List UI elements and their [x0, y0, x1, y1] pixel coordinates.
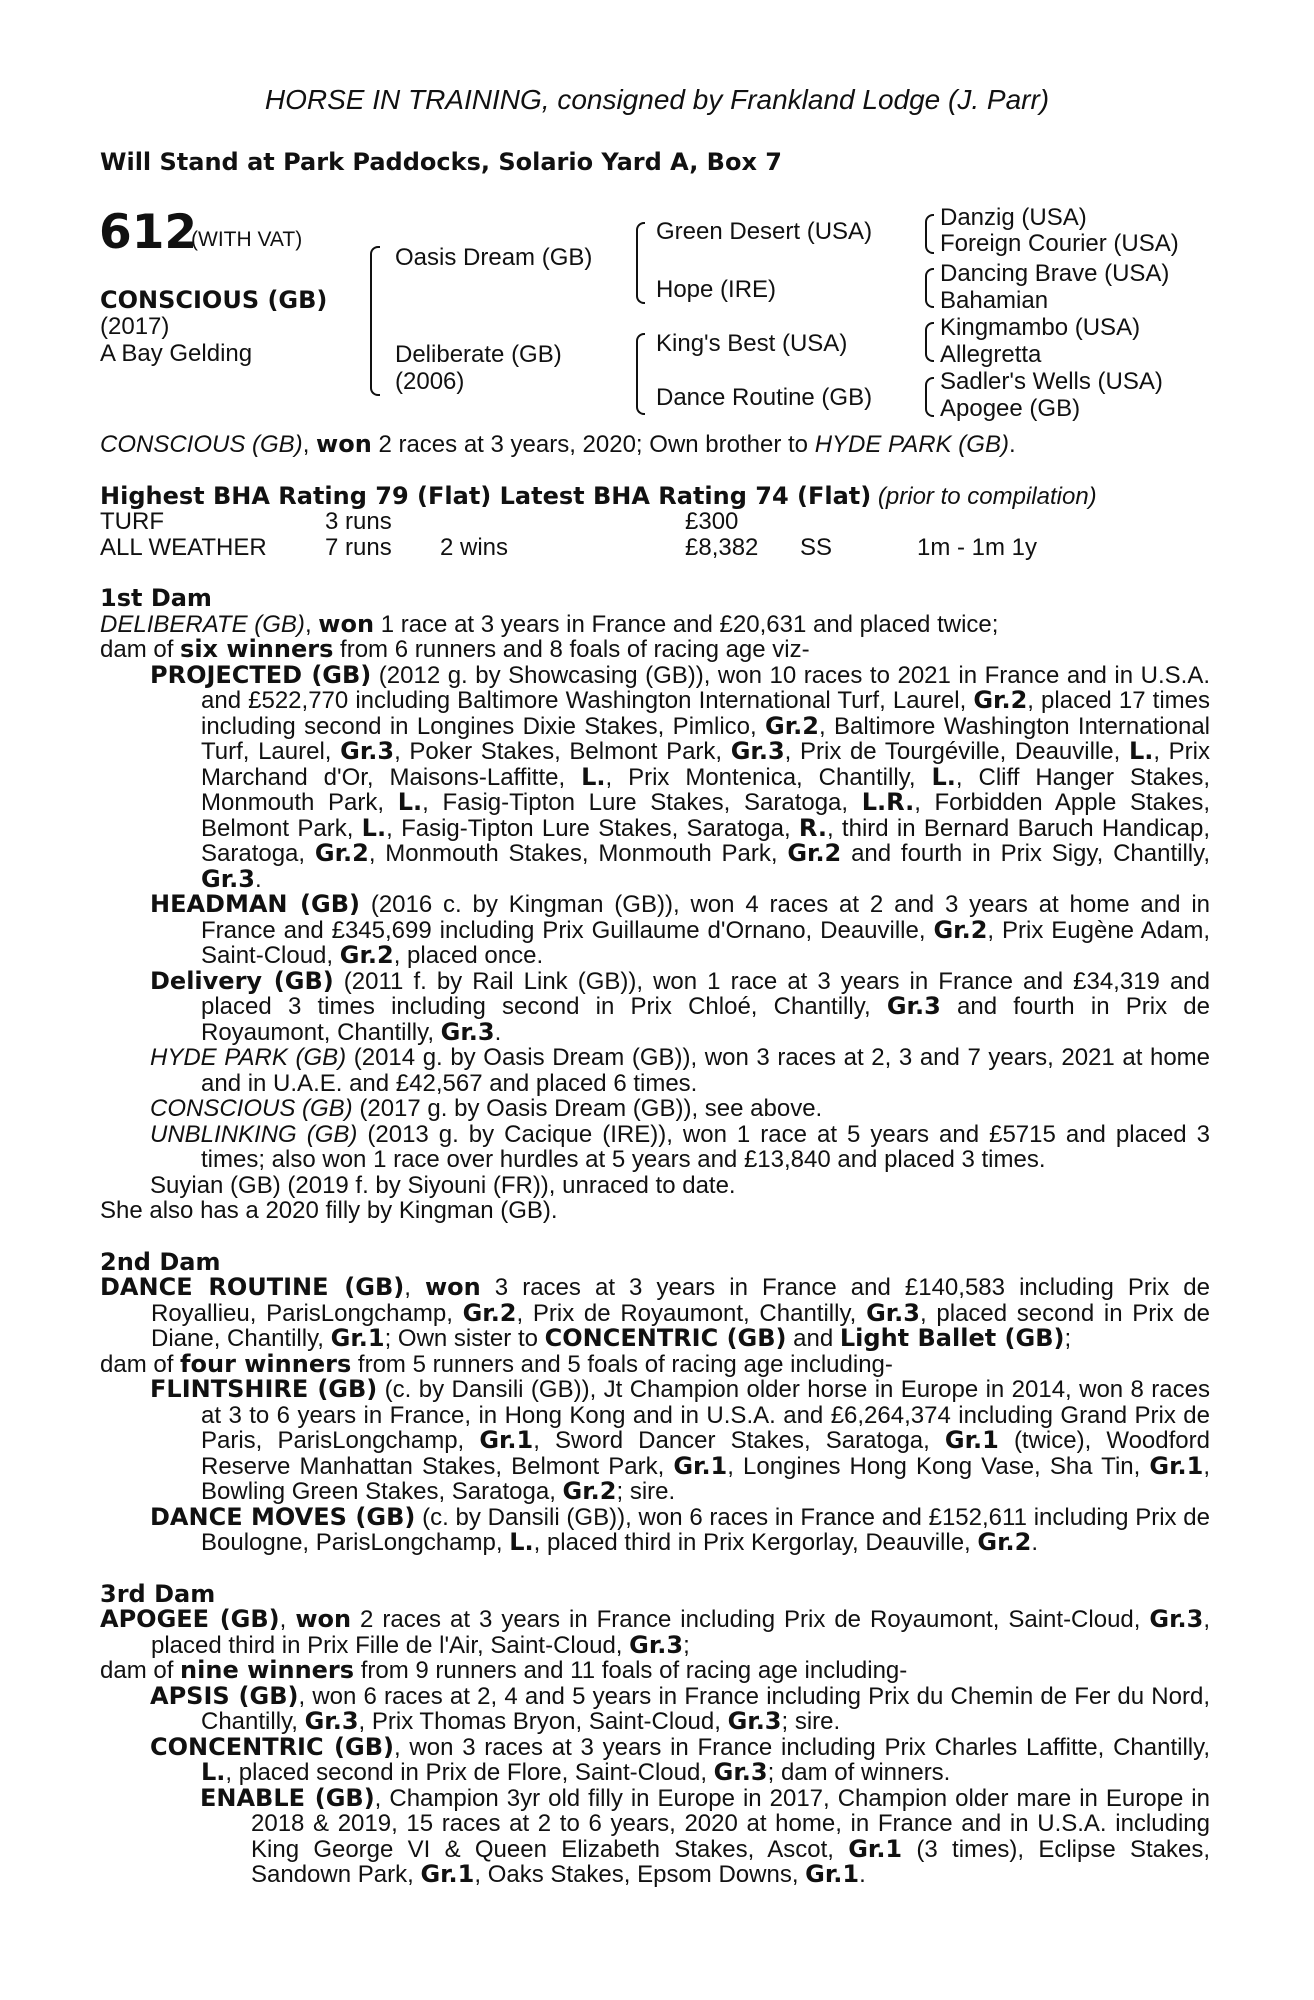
produce-entry: [100, 1783, 1211, 1888]
produce-entry: [100, 660, 1211, 893]
text: , Prix Marchand d'Or, Maisons-Laffitte,: [201, 738, 1211, 791]
text: from 5 runners and 5 foals of racing age including-: [351, 1350, 893, 1378]
wins: 2 wins: [440, 533, 509, 561]
pedigree-brace: [925, 214, 934, 254]
text: , Monmouth Stakes, Monmouth Park,: [368, 840, 788, 867]
winners-count: six winners: [180, 635, 334, 663]
winners-count: nine winners: [180, 1656, 355, 1684]
first-dam-produce-intro: [100, 637, 1210, 663]
grade: Gr.3: [340, 737, 395, 765]
produce-entry: [100, 1122, 1210, 1173]
text: (2013 g. by Cacique (IRE)), won 1 race at 5 years and £5715 and placed 3 times; also won 1 race over hurdles at 5 years and £13,840 and placed 3 times.: [201, 1120, 1210, 1173]
vat-label: (WITH VAT): [191, 228, 303, 251]
third-dam-record: APOGEE (GB), won 2 races at 3 years in France including Prix de Royaumont, Saint-Cloud, Gr.3, placed third in Prix Fille de l'Air, Saint-Cloud, Gr.3;: [100, 1605, 1211, 1659]
grade: R.: [798, 813, 827, 842]
pedigree-brace: [925, 377, 934, 417]
dam-name: APOGEE (GB): [100, 1605, 280, 1633]
text: (c. by Dansili (GB)), won 6 races in France and £152,611 including Prix de Boulogne, ParisLongchamp,: [201, 1503, 1211, 1556]
pedigree-brace: [636, 333, 645, 415]
text: .: [254, 865, 262, 893]
text: dam of: [100, 636, 181, 663]
grade: L.: [931, 762, 956, 791]
pedigree-brace: [925, 322, 934, 362]
ggp-4: Bahamian: [940, 287, 1049, 314]
rating-line: [100, 481, 1210, 510]
ggp-5: Kingmambo (USA): [940, 314, 1141, 341]
grade: L.: [397, 788, 423, 816]
surface: ALL WEATHER: [100, 533, 267, 561]
horse-name: CONSCIOUS (GB): [100, 286, 328, 314]
produce-name: PROJECTED (GB): [150, 660, 372, 689]
table-row: [100, 535, 1037, 561]
ggp-2: Foreign Courier (USA): [940, 230, 1179, 257]
grade: Gr.3: [201, 864, 255, 893]
text: from 6 runners and 8 foals of racing age viz-: [333, 636, 810, 663]
produce-name: DANCE MOVES (GB): [150, 1502, 416, 1531]
horse-year: (2017): [100, 313, 170, 340]
text: , won 6 races at 2, 4 and 5 years in France including Prix du Chemin de Fer du Nord, Chantilly,: [201, 1682, 1210, 1735]
grade: Gr.3: [866, 1298, 920, 1327]
sibling-name: Light Ballet (GB): [839, 1324, 1065, 1352]
grade: Gr.1: [673, 1451, 728, 1480]
second-dam-record: DANCE ROUTINE (GB), won 3 races at 3 years in France and £140,583 including Prix de Royallieu, ParisLongchamp, Gr.2, Prix de Royaumont, Chantilly, Gr.3, placed second in Prix de Diane, Chantilly, Gr.1; Own sister to CONCENTRIC (GB) and Light Ballet (GB);: [100, 1273, 1211, 1352]
won-label: won: [316, 430, 372, 458]
text: , placed third in Prix Fille de l'Air, Saint-Cloud,: [151, 1606, 1211, 1659]
ggp-6: Allegretta: [940, 341, 1042, 368]
grade: Gr.3: [727, 1707, 782, 1735]
text: , Prix de Royaumont, Chantilly,: [516, 1299, 867, 1327]
grade: Gr.3: [629, 1630, 684, 1659]
grade: Gr.3: [886, 992, 941, 1020]
grade: Gr.2: [973, 686, 1028, 714]
text: , Prix de Tourgéville, Deauville,: [784, 738, 1129, 765]
text: , Poker Stakes, Belmont Park,: [394, 738, 731, 765]
wins: [440, 509, 685, 535]
race-summary: CONSCIOUS (GB), won 2 races at 3 years, 2020; Own brother to HYDE PARK (GB).: [100, 430, 1016, 458]
grade: Gr.2: [765, 711, 819, 740]
horse-description: A Bay Gelding: [100, 340, 253, 367]
text: ; sire.: [616, 1478, 676, 1505]
text: , placed 17 times including second in Longines Dixie Stakes, Pimlico,: [201, 687, 1210, 740]
text: ; Own sister to: [384, 1325, 545, 1352]
grade: L.: [201, 1758, 226, 1786]
text: (c. by Dansili (GB)), Jt Champion older horse in Europe in 2014, won 8 races at 3 to 6 years in France, in Hong Kong and in U.S.A. and £6,264,374 including Grand Prix de Paris, ParisLongchamp,: [201, 1376, 1210, 1454]
grade: Gr.3: [1149, 1605, 1204, 1633]
distance: 1m - 1m 1y: [917, 533, 1038, 561]
text: (twice), Woodford Reserve Manhattan Stakes, Belmont Park,: [201, 1427, 1210, 1480]
dam-sire: King's Best (USA): [656, 330, 848, 357]
third-dam-produce-intro: [100, 1658, 1210, 1684]
text: and fourth in Prix Sigy, Chantilly,: [841, 840, 1210, 867]
sire-dam: Hope (IRE): [656, 276, 777, 303]
text: , Baltimore Washington International Turf, Laurel,: [201, 712, 1210, 765]
first-dam-record: DELIBERATE (GB), won 1 race at 3 years in France and £20,631 and placed twice;: [100, 609, 999, 638]
grade: Gr.3: [304, 1707, 359, 1735]
dam-name: DELIBERATE (GB): [100, 610, 305, 638]
stand-location: Will Stand at Park Paddocks, Solario Yard A, Box 7: [100, 148, 782, 176]
grade: Gr.3: [713, 1758, 768, 1786]
dam-name: DANCE ROUTINE (GB): [100, 1273, 405, 1301]
ggp-3: Dancing Brave (USA): [940, 260, 1170, 287]
grade: Gr.2: [787, 839, 842, 867]
second-dam-heading: 2nd Dam: [100, 1247, 221, 1276]
produce-name: UNBLINKING (GB): [150, 1120, 358, 1148]
text: (2016 c. by Kingman (GB)), won 4 races at 2 and 3 years at home and in France and £345,699 including Prix Guillaume d'Ornano, Deauville,: [201, 891, 1210, 944]
won-label: won: [318, 609, 375, 638]
sire-sire: Green Desert (USA): [656, 218, 873, 245]
text: (2014 g. by Oasis Dream (GB)), won 3 races at 2, 3 and 7 years, 2021 at home and in U.A.E. and £42,567 and placed 6 times.: [201, 1044, 1211, 1097]
earnings: £300: [685, 508, 739, 535]
text: 2 races at 3 years in France including Prix de Royaumont, Saint-Cloud,: [351, 1606, 1150, 1633]
grade: Gr.1: [420, 1860, 475, 1888]
text: , Prix Eugène Adam, Saint-Cloud,: [201, 916, 1210, 969]
pedigree-brace: [925, 268, 934, 308]
text: , Fasig-Tipton Lure Stakes, Saratoga,: [386, 814, 799, 842]
text: .: [494, 1018, 502, 1046]
text: ;: [1064, 1325, 1072, 1352]
dam: Deliberate (GB): [395, 341, 562, 368]
text: (2017 g. by Oasis Dream (GB)), see above.: [352, 1095, 823, 1122]
produce-entry: [100, 892, 1210, 969]
summary-name: CONSCIOUS (GB): [100, 431, 303, 458]
text: , third in Bernard Baruch Handicap, Saratoga,: [201, 814, 1210, 867]
text: from 9 runners and 11 foals of racing age including-: [354, 1657, 908, 1684]
dam-text: 1 race at 3 years in France and £20,631 and placed twice;: [374, 610, 999, 638]
grade: L.: [361, 813, 387, 842]
text: , placed second in Prix de Diane, Chantilly,: [151, 1299, 1211, 1352]
catalogue-body: [100, 432, 1210, 1888]
rating-note: (prior to compilation): [877, 482, 1097, 510]
text: and fourth in Prix de Royaumont, Chantilly,: [201, 993, 1211, 1046]
grade: L.R.: [861, 788, 915, 816]
text: ;: [683, 1631, 690, 1659]
second-dam-produce-intro: [100, 1349, 1210, 1378]
produce-entry: [100, 1377, 1210, 1505]
lot-number: 612: [99, 205, 198, 260]
produce-name: APSIS (GB): [150, 1681, 299, 1710]
earnings: £8,382: [685, 533, 759, 561]
produce-name: HYDE PARK (GB): [150, 1044, 347, 1071]
bha-rating: Highest BHA Rating 79 (Flat) Latest BHA Rating 74 (Flat): [100, 481, 872, 510]
distance: [917, 509, 1037, 535]
won-label: won: [424, 1273, 481, 1301]
grade: Gr.2: [462, 1298, 517, 1327]
text: (2011 f. by Rail Link (GB)), won 1 race at 3 years in France and £34,319 and placed 3 times including second in Prix Chloé, Chantilly,: [201, 967, 1210, 1020]
dam-year: (2006): [395, 368, 465, 395]
produce-name: HEADMAN (GB): [150, 890, 360, 918]
grade: L.: [1128, 737, 1154, 765]
text: , Sword Dancer Stakes, Saratoga,: [533, 1427, 945, 1454]
grade: Gr.1: [1149, 1451, 1204, 1480]
ggp-8: Apogee (GB): [940, 395, 1081, 422]
text: (3 times), Eclipse Stakes, Sandown Park,: [251, 1835, 1211, 1888]
sire: Oasis Dream (GB): [395, 244, 593, 271]
first-dam-heading: 1st Dam: [100, 584, 212, 612]
going: SS: [800, 533, 833, 561]
text: ; sire.: [781, 1708, 841, 1735]
text: , Champion 3yr old filly in Europe in 2017, Champion older mare in Europe in 2018 & 2019, 15 races at 2 to 6 years, 2020 at home, in France and in U.S.A. including King George VI & Queen Elizabeth Stakes, Ascot,: [251, 1784, 1210, 1863]
grade: Gr.2: [339, 941, 394, 969]
produce-entry: [100, 1045, 1210, 1096]
text: , Bowling Green Stakes, Saratoga,: [201, 1452, 1210, 1505]
grade: Gr.3: [440, 1017, 495, 1046]
table-row: [100, 509, 1037, 535]
summary-end: .: [1008, 431, 1016, 458]
runs: 7 runs: [325, 533, 392, 561]
page-title: HORSE IN TRAINING, consigned by Frankland Lodge (J. Parr): [264, 84, 1050, 115]
ggp-7: Sadler's Wells (USA): [940, 368, 1163, 395]
text: , placed third in Prix Kergorlay, Deauville,: [533, 1529, 978, 1556]
produce-entry: [100, 1096, 1210, 1122]
produce-name: CONSCIOUS (GB): [150, 1095, 353, 1122]
produce-entry: [100, 1732, 1210, 1786]
grade: Gr.1: [330, 1324, 385, 1352]
text: , Forbidden Apple Stakes, Belmont Park,: [201, 789, 1210, 842]
text: , Oaks Stakes, Epsom Downs,: [474, 1861, 806, 1888]
text: dam of: [100, 1657, 181, 1684]
produce-entry: [100, 1681, 1210, 1735]
text: , Prix Montenica, Chantilly,: [605, 763, 932, 791]
text: .: [1031, 1529, 1038, 1556]
text: 3 races at 3 years in France and £140,583 including Prix de Royallieu, ParisLongchamp,: [151, 1274, 1210, 1327]
produce-name: CONCENTRIC (GB): [150, 1732, 394, 1761]
surface: TURF: [100, 508, 164, 535]
text: , Fasig-Tipton Lure Stakes, Saratoga,: [422, 789, 862, 816]
produce-entry: Suyian (GB) (2019 f. by Siyouni (FR)), unraced to date.: [150, 1171, 736, 1199]
produce-note: She also has a 2020 filly by Kingman (GB).: [100, 1197, 558, 1224]
grade: L.: [509, 1528, 534, 1556]
pedigree-brace: [370, 246, 380, 396]
grade: Gr.3: [730, 737, 785, 765]
third-dam-heading: 3rd Dam: [100, 1579, 216, 1608]
text: (2012 g. by Showcasing (GB)), won 10 races to 2021 in France and in U.S.A. and £522,770 including Baltimore Washington International Turf, Laurel,: [201, 661, 1210, 714]
produce-name: Delivery (GB): [150, 966, 334, 995]
grade: Gr.2: [933, 915, 988, 944]
text: and: [786, 1325, 840, 1352]
grade: Gr.2: [314, 839, 369, 867]
grade: Gr.1: [848, 1834, 903, 1863]
text: , Prix Thomas Bryon, Saint-Cloud,: [358, 1708, 728, 1735]
winners-count: four winners: [180, 1349, 352, 1378]
text: , won 3 races at 3 years in France including Prix Charles Laffitte, Chantilly,: [393, 1733, 1210, 1761]
text: dam of: [100, 1350, 181, 1378]
dam-dam: Dance Routine (GB): [656, 384, 873, 411]
won-label: won: [295, 1605, 352, 1633]
produce-name: ENABLE (GB): [200, 1783, 375, 1812]
produce-name: FLINTSHIRE (GB): [150, 1375, 378, 1403]
grade: Gr.2: [977, 1528, 1032, 1556]
text: , Longines Hong Kong Vase, Sha Tin,: [727, 1452, 1150, 1480]
text: , placed once.: [393, 942, 544, 969]
grade: Gr.2: [562, 1477, 617, 1505]
grade: Gr.1: [944, 1426, 999, 1454]
text: .: [859, 1861, 866, 1888]
grade: Gr.1: [805, 1860, 860, 1888]
runs: 3 runs: [325, 508, 392, 535]
race-record-table: [100, 509, 1037, 560]
summary-text: 2 races at 3 years, 2020; Own brother to: [371, 431, 815, 458]
sibling-name: HYDE PARK (GB): [814, 431, 1009, 458]
grade: L.: [581, 762, 606, 791]
text: , Cliff Hanger Stakes, Monmouth Park,: [201, 763, 1211, 816]
text: ; dam of winners.: [767, 1759, 951, 1786]
sibling-name: CONCENTRIC (GB): [544, 1324, 787, 1352]
ggp-1: Danzig (USA): [940, 204, 1087, 231]
text: , placed second in Prix de Flore, Saint-Cloud,: [225, 1759, 714, 1786]
produce-entry: [100, 1502, 1211, 1556]
grade: Gr.1: [479, 1426, 534, 1454]
produce-entry: [100, 966, 1211, 1046]
going: [800, 509, 917, 535]
pedigree-brace: [636, 222, 645, 304]
